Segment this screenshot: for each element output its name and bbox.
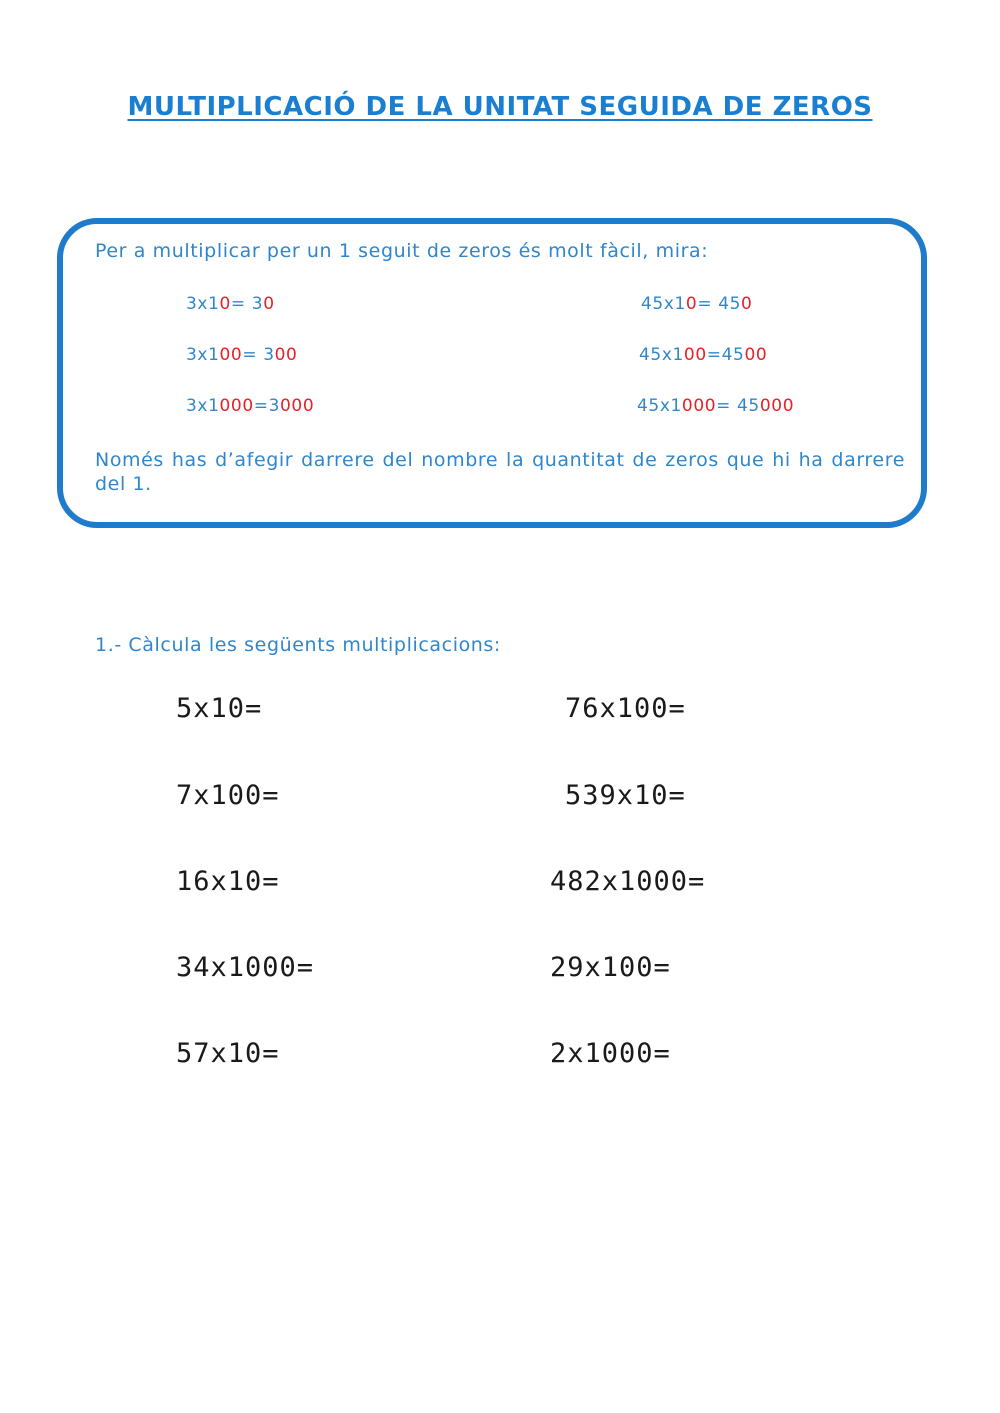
exercise-right-3: 482x1000= <box>550 866 706 897</box>
example-right-1: 45x10= 450 <box>641 294 753 314</box>
example-left-1: 3x10= 30 <box>186 294 275 314</box>
example-right-2: 45x100=4500 <box>639 345 768 365</box>
explanation-note: Només has d’afegir darrere del nombre la quantitat de zeros que hi ha darrere del 1. <box>95 449 905 495</box>
page-title: MULTIPLICACIÓ DE LA UNITAT SEGUIDA DE ZEROS <box>127 92 873 122</box>
exercise-left-4: 34x1000= <box>176 952 315 983</box>
example-right-3: 45x1000= 45000 <box>637 396 795 416</box>
exercise-left-5: 57x10= <box>176 1038 280 1069</box>
exercise-right-5: 2x1000= <box>550 1038 671 1069</box>
exercise-right-4: 29x100= <box>550 952 671 983</box>
example-left-2: 3x100= 300 <box>186 345 298 365</box>
question-heading: 1.- Càlcula les següents multiplicacions: <box>95 634 501 656</box>
exercise-left-3: 16x10= <box>176 866 280 897</box>
exercise-left-1: 5x10= <box>176 693 263 724</box>
exercise-right-1: 76x100= <box>565 693 686 724</box>
exercise-right-2: 539x10= <box>565 780 686 811</box>
intro-text: Per a multiplicar per un 1 seguit de zeros és molt fàcil, mira: <box>95 240 709 262</box>
exercise-left-2: 7x100= <box>176 780 280 811</box>
example-left-3: 3x1000=3000 <box>186 396 315 416</box>
